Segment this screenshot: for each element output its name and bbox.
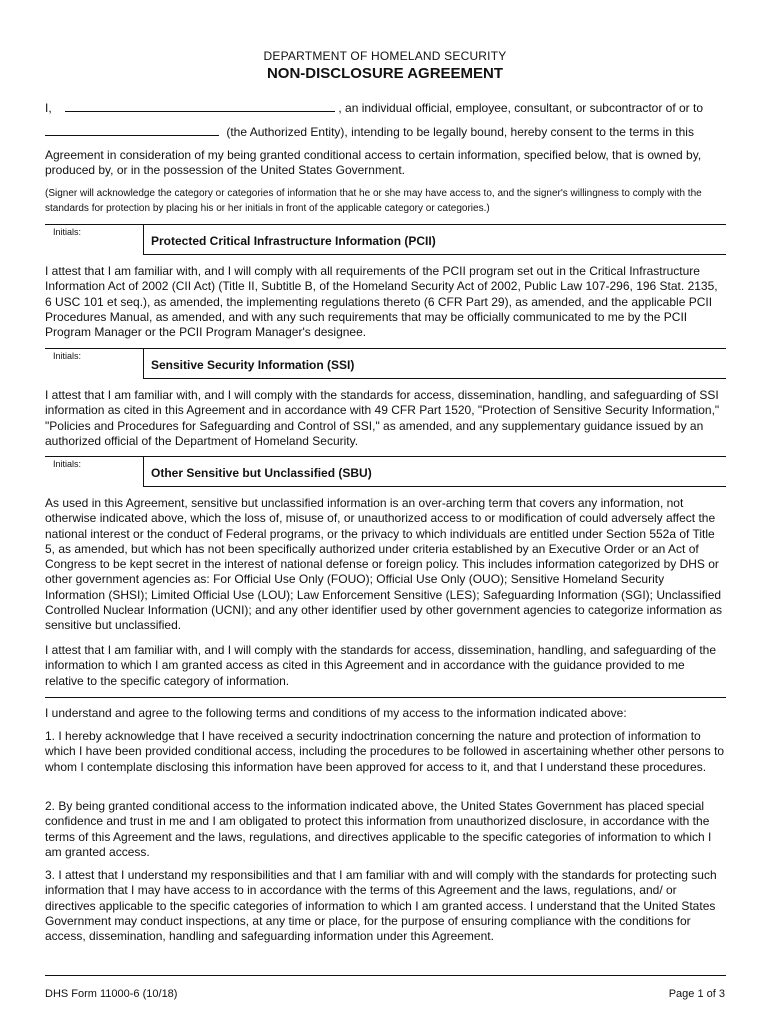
authorized-entity-field[interactable] [45, 125, 219, 136]
initials-field-pcii[interactable] [45, 225, 144, 254]
terms-intro: I understand and agree to the following terms and conditions of my access to the information indicated above: [45, 706, 627, 720]
divider [45, 697, 726, 698]
category-body-ssi: I attest that I am familiar with, and I will comply with the standards for access, dissemination, handling, and safeguarding of SSI information as cited in this Agreement and in accordance with 49 CFR Part 1520, "Protection of Sensitive Security Information," "Policies and Procedures for Safeguarding and Control of SSI," as amended, and any supplementary guidance issued by an authorized official of the Department of Homeland Security. [45, 388, 720, 448]
intro-line-2 [45, 125, 694, 139]
divider [143, 378, 726, 379]
divider [143, 486, 726, 487]
footer-divider [45, 975, 726, 976]
signer-note: (Signer will acknowledge the category or categories of information that he or she may have access to, and the signer's willingness to comply with the standards for protection by placing his or her initials in front of the applicable category or categories.) [45, 188, 702, 214]
category-title-ssi: Sensitive Security Information (SSI) [151, 358, 355, 372]
initials-label: Initials: [53, 459, 82, 469]
form-id: DHS Form 11000-6 (10/18) [45, 988, 178, 1000]
category-title-pcii: Protected Critical Infrastructure Information (PCII) [151, 234, 436, 248]
initials-field-ssi[interactable] [45, 349, 144, 378]
divider [45, 224, 726, 225]
terms-item-1: 1. I hereby acknowledge that I have received a security indoctrination concerning the nature and protection of information to which I have been provided conditional access, including the procedures to be followed in ascertaining whether other persons to whom I contemplate disclosing this information have been approved for access to it, and that I understand these procedures. [45, 729, 725, 774]
name-field[interactable] [65, 101, 335, 112]
category-body-pcii: I attest that I am familiar with, and I will comply with all requirements of the PCII program set out in the Critical Infrastructure Information Act of 2002 (CII Act) (Title II, Subtitle B, of the Homeland Security Act of 2002, Public Law 107-296, 196 Stat. 2135, 6 USC 101 et seq.), as amended, the implementing regulations thereto (6 CFR Part 29), as amended, and the applicable PCII Procedures Manual, as amended, and with any such requirements that may be officially communicated to me by the PCII Program Manager or the PCII Program Manager's designee. [45, 264, 718, 340]
intro-line-1 [45, 101, 703, 115]
initials-label: Initials: [53, 351, 82, 361]
page-title: NON-DISCLOSURE AGREEMENT [266, 65, 504, 82]
initials-label: Initials: [53, 227, 82, 237]
intro-line-2-suffix: (the Authorized Entity), intending to be legally bound, hereby consent to the terms in this [226, 125, 694, 139]
category-title-sbu: Other Sensitive but Unclassified (SBU) [151, 466, 372, 480]
divider [45, 456, 726, 457]
intro-paragraph: Agreement in consideration of my being granted conditional access to certain information, specified below, that is owned by, produced by, or in the possession of the United States Government. [45, 148, 702, 178]
intro-line-1-suffix: , an individual official, employee, consultant, or subcontractor of or to [338, 101, 704, 115]
intro-prefix: I, [45, 101, 52, 115]
terms-item-3: 3. I attest that I understand my responsibilities and that I am familiar with and will comply with the standards for protecting such information that I may have access to in accordance with the terms of this Agreement and the laws, regulations, and/ or directives applicable to the specific categories of information to which I am granted access. I understand that the United States Government may conduct inspections, at any time or place, for the purpose of ensuring compliance with the conditions for access, dissemination, handling and safeguarding information under this Agreement. [45, 868, 717, 944]
category-body-sbu: As used in this Agreement, sensitive but unclassified information is an over-arching term that covers any information, not otherwise indicated above, which the loss of, misuse of, or unauthorized access to or modification of could adversely affect the national interest or the conduct of Federal programs, or the privacy to which individuals are entitled under Section 552a of Title 5, as amended, but which has not been specifically authorized under criteria established by an Executive Order or an Act of Congress to be kept secret in the interest of national defense or foreign policy. This includes information categorized by DHS or other government agencies as: For Official Use Only (FOUO); Official Use Only (OUO); Sensitive Homeland Security Information (SHSI); Limited Official Use (LOU); Law Enforcement Sensitive (LES); Safeguarding Information (SGI); Unclassified Controlled Nuclear Information (UCNI); and any other identifier used by other government agencies to categorize information as sensitive but unclassified. [45, 496, 723, 633]
divider [45, 348, 726, 349]
divider [143, 254, 726, 255]
category-body-sbu-attest: I attest that I am familiar with, and I will comply with the standards for access, dissemination, handling, and safeguarding of the information to which I am granted access as cited in this Agreement and in accordance with the guidance provided to me relative to the specific category of information. [45, 643, 717, 688]
department-heading: DEPARTMENT OF HOMELAND SECURITY [263, 49, 507, 63]
initials-field-sbu[interactable] [45, 457, 144, 486]
terms-item-2: 2. By being granted conditional access to the information indicated above, the United States Government has placed special confidence and trust in me and I am obligated to protect this information from unauthorized disclosure, in accordance with the terms of this Agreement and the laws, regulations, and directives applicable to the specific categories of information to which I am granted access. [45, 799, 712, 859]
page-number: Page 1 of 3 [668, 988, 725, 1000]
